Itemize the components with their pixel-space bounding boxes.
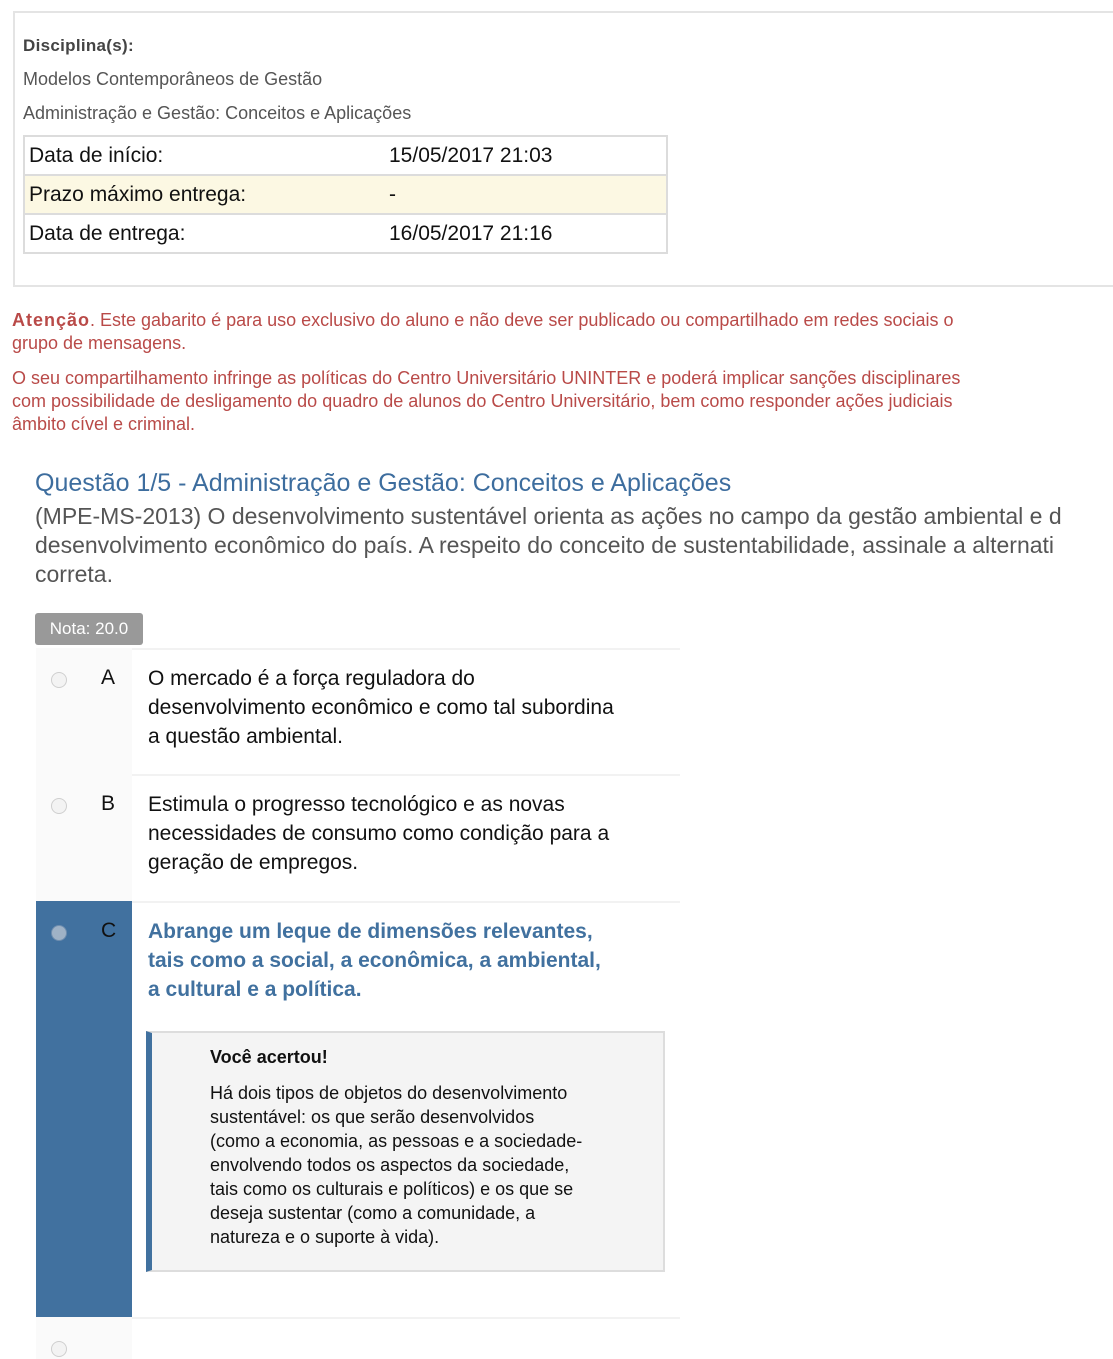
feedback-title: Você acertou! <box>210 1047 328 1067</box>
table-row <box>24 136 667 175</box>
warning-notice <box>12 309 1113 355</box>
deadline-value: - <box>389 175 667 214</box>
radio-selected-icon[interactable] <box>51 925 67 941</box>
dates-table <box>23 135 668 254</box>
deadline-label: Prazo máximo entrega: <box>24 175 389 214</box>
question-line: desenvolvimento econômico do país. A respeito do conceito de sustentabilidade, assinale a alternati <box>35 532 1055 558</box>
option-text: Abrange um leque de dimensões relevantes, tais como a social, a econômica, a ambiental, a cultural e a política. <box>148 920 601 1001</box>
warning-text: âmbito cível e criminal. <box>12 414 196 434</box>
start-date-label: Data de início: <box>24 136 389 175</box>
discipline-item: Administração e Gestão: Conceitos e Aplicações <box>23 103 412 123</box>
question-body <box>35 502 1062 589</box>
radio-icon[interactable] <box>51 672 67 688</box>
radio-icon[interactable] <box>51 1341 67 1357</box>
feedback-box <box>146 1031 665 1272</box>
option-letter: C <box>101 919 117 942</box>
option-text: O mercado é a força reguladora do desenvolvimento econômico e como tal subordina a questão ambiental. <box>148 667 614 748</box>
discipline-item: Modelos Contemporâneos de Gestão <box>23 69 323 89</box>
option-letter: B <box>101 792 116 815</box>
option-a[interactable] <box>36 648 680 774</box>
grade-badge: Nota: 20.0 <box>35 613 143 645</box>
option-d[interactable] <box>36 1317 680 1359</box>
warning-text: O seu compartilhamento infringe as políticas do Centro Universitário UNINTER e poderá implicar sanções disciplinares <box>12 368 961 388</box>
warning-text: grupo de mensagens. <box>12 333 187 353</box>
option-b[interactable] <box>36 774 680 901</box>
disciplines-heading: Disciplina(s): <box>23 36 134 55</box>
warning-policy <box>12 367 1113 436</box>
delivery-date-value: 16/05/2017 21:16 <box>389 214 667 253</box>
warning-text: . Este gabarito é para uso exclusivo do aluno e não deve ser publicado ou compartilhado em redes sociais o <box>90 310 954 330</box>
delivery-date-label: Data de entrega: <box>24 214 389 253</box>
option-letter: A <box>101 666 116 689</box>
table-row <box>24 214 667 253</box>
table-row <box>24 175 667 214</box>
option-text: Estimula o progresso tecnológico e as novas necessidades de consumo como condição para a geração de empregos. <box>148 793 610 874</box>
warning-text: com possibilidade de desligamento do quadro de alunos do Centro Universitário, bem como responder ações judiciais <box>12 391 953 411</box>
warning-lead: Atenção <box>12 310 91 330</box>
feedback-text: Há dois tipos de objetos do desenvolvimento sustentável: os que serão desenvolvidos (como a economia, as pessoas e a sociedade- envolvendo todos os aspectos da sociedade, tais como os culturais e políticos) e os que se deseja sustentar (como a comunidade, a natureza e o suporte à vida). <box>210 1083 583 1247</box>
question-title: Questão 1/5 - Administração e Gestão: Conceitos e Aplicações <box>35 469 732 497</box>
radio-icon[interactable] <box>51 798 67 814</box>
question-line: (MPE-MS-2013) O desenvolvimento sustentável orienta as ações no campo da gestão ambiental e d <box>35 503 1062 529</box>
option-c[interactable] <box>36 901 680 1317</box>
question-line: correta. <box>35 561 113 587</box>
start-date-value: 15/05/2017 21:03 <box>389 136 667 175</box>
